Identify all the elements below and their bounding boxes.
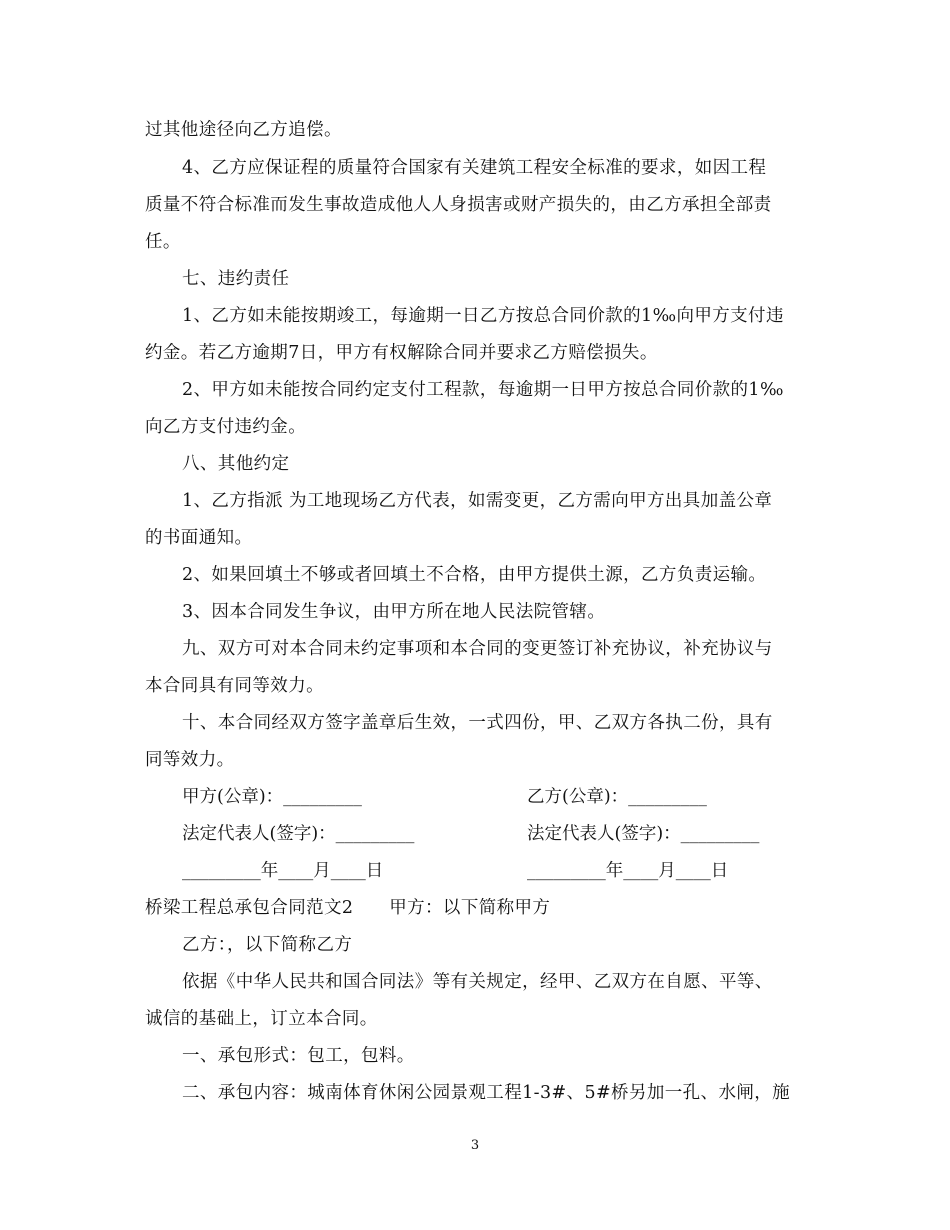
- page-number: 3: [470, 1138, 480, 1153]
- section-heading: 七、违约责任: [182, 269, 290, 289]
- text-line: 1、乙方指派 为工地现场乙方代表，如需变更，乙方需向甲方出具加盖公章: [182, 491, 773, 511]
- text-line: 3、因本合同发生争议，由甲方所在地人民法院管辖。: [182, 602, 606, 622]
- text-line: 1、乙方如未能按期竣工，每逾期一日乙方按总合同价款的1‰向甲方支付违: [182, 306, 784, 326]
- party-a-representative-line: 法定代表人(签字)：_________: [182, 824, 415, 844]
- party-a-seal-line: 甲方(公章)：_________: [182, 787, 362, 807]
- party-b-representative-line: 法定代表人(签字)：_________: [527, 824, 760, 844]
- text-line: 的书面通知。: [145, 528, 253, 548]
- text-line: 本合同具有同等效力。: [145, 676, 324, 696]
- text-line: 4、乙方应保证程的质量符合国家有关建筑工程安全标准的要求，如因工程: [182, 158, 767, 178]
- text-line: 任。: [145, 232, 181, 252]
- party-b-date-line: _________年____月____日: [527, 861, 729, 881]
- text-line: 一、承包形式：包工，包料。: [182, 1046, 415, 1066]
- text-line: 2、如果回填土不够或者回填土不合格，由甲方提供土源，乙方负责运输。: [182, 565, 767, 585]
- text-line: 二、承包内容：城南体育休闲公园景观工程1-3#、5#桥另加一孔、水闸，施: [182, 1083, 791, 1103]
- text-line: 2、甲方如未能按合同约定支付工程款，每逾期一日甲方按总合同价款的1‰: [182, 380, 784, 400]
- text-line: 约金。若乙方逾期7日，甲方有权解除合同并要求乙方赔偿损失。: [145, 343, 658, 363]
- text-line: 九、双方可对本合同未约定事项和本合同的变更签订补充协议，补充协议与: [182, 639, 773, 659]
- text-line: 依据《中华人民共和国合同法》等有关规定，经甲、乙双方在自愿、平等、: [182, 972, 773, 992]
- text-line: 质量不符合标准而发生事故造成他人人身损害或财产损失的，由乙方承担全部责: [145, 195, 772, 215]
- text-line: 乙方：，以下简称乙方: [182, 935, 353, 955]
- text-line: 同等效力。: [145, 750, 235, 770]
- party-b-seal-line: 乙方(公章)：_________: [527, 787, 707, 807]
- section-heading: 八、其他约定: [182, 454, 290, 474]
- contract-title-line: 桥梁工程总承包合同范文2 甲方：以下简称甲方: [145, 898, 551, 918]
- text-line: 诚信的基础上，订立本合同。: [145, 1009, 378, 1029]
- text-line: 过其他途径向乙方追偿。: [145, 120, 342, 140]
- text-line: 向乙方支付违约金。: [145, 417, 307, 437]
- party-a-date-line: _________年____月____日: [182, 861, 384, 881]
- text-line: 十、本合同经双方签字盖章后生效，一式四份，甲、乙双方各执二份，具有: [182, 713, 773, 733]
